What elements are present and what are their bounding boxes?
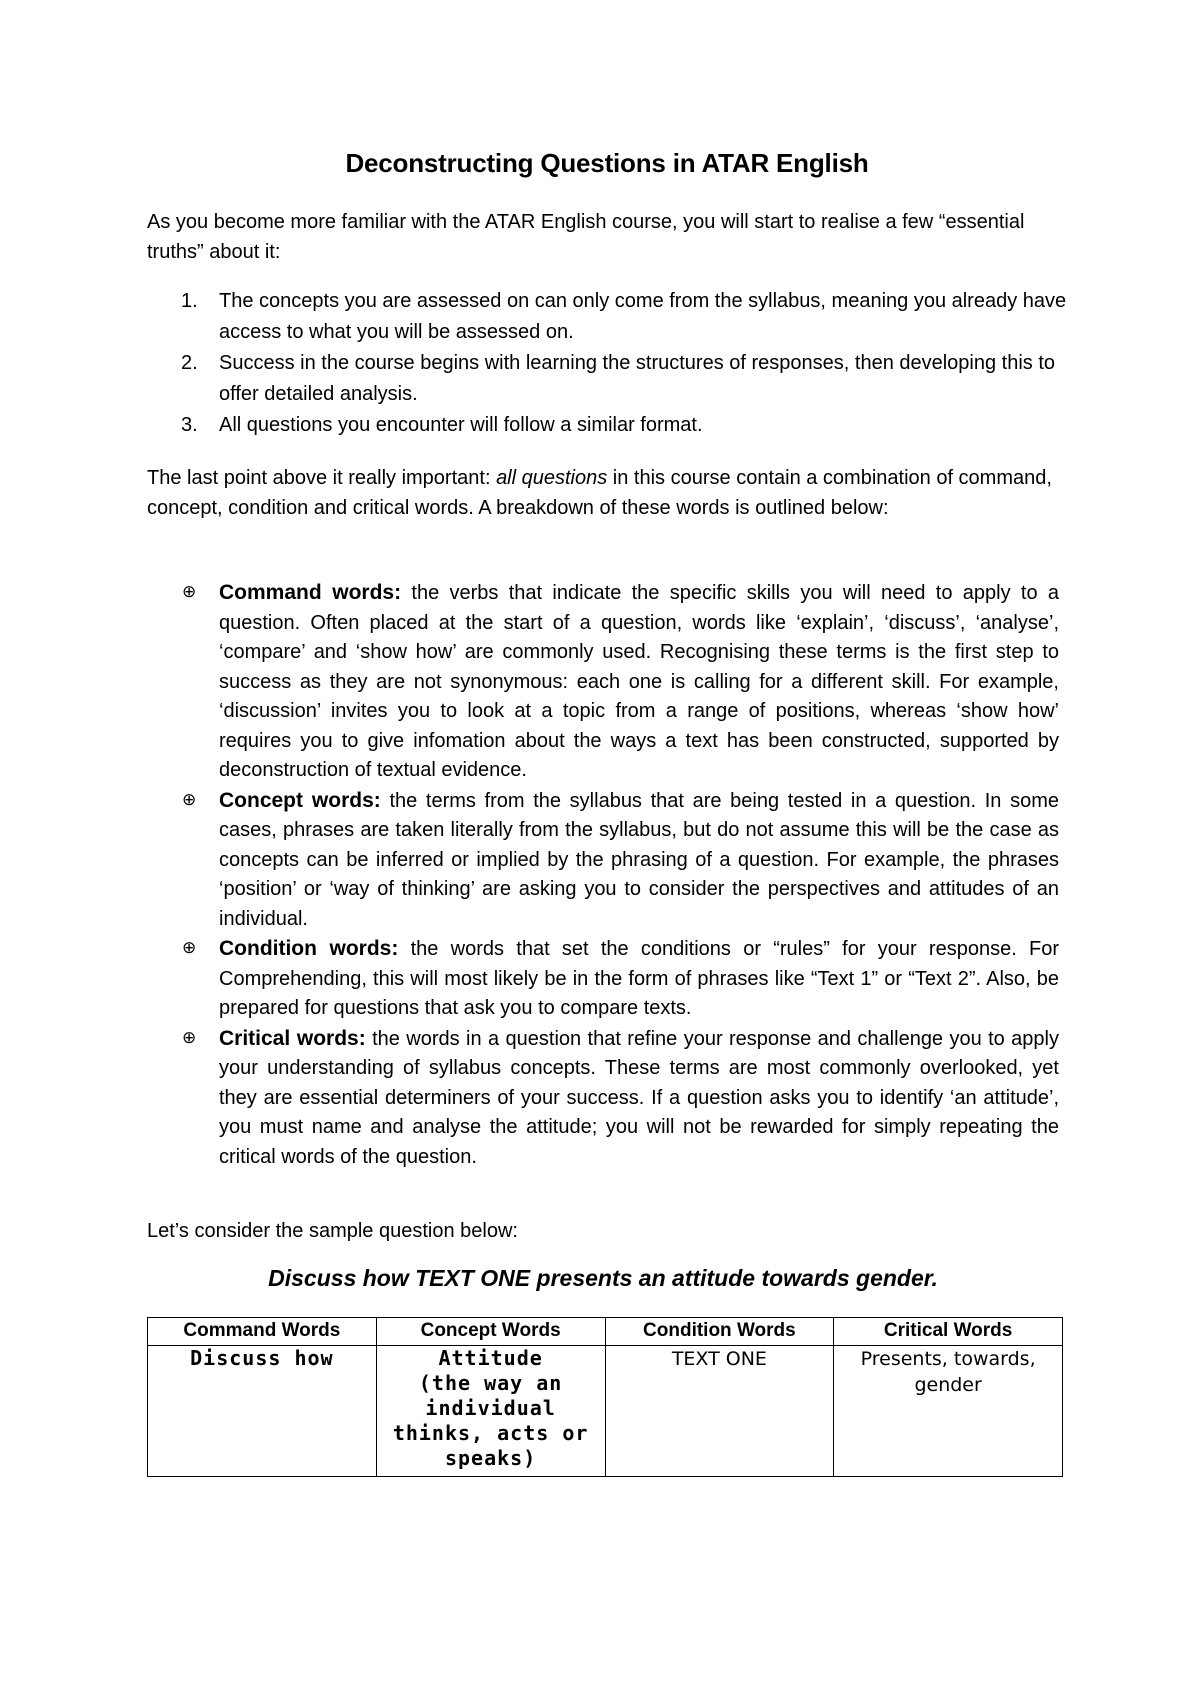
condition-cell	[605, 1346, 834, 1477]
list-item-text: All questions you encounter will follow a similar format.	[219, 414, 703, 436]
term-description: the words in a question that refine your response and challenge you to apply your understanding of syllabus concepts. These terms are most commonly overlooked, yet they are essential determiners of your success. If a question asks you to identify ‘an attitude’, you must name and analyse the attitude; you will not be rewarded for simply repeating the critical words of the question.	[219, 1027, 1059, 1168]
list-item	[147, 410, 1077, 441]
word-types-list	[147, 578, 1059, 1172]
circled-plus-bullet-icon: ⊕	[182, 1027, 197, 1048]
condition-words-value: TEXT ONE	[671, 1348, 767, 1370]
term-description: the verbs that indicate the specific skills you will need to apply to a question. Often placed at the start of a question, words like ‘explain’, ‘discuss’, ‘analyse’, ‘compare’ and ‘show how’ are commonly used. Recognising these terms is the first step to success as they are not synonymous: each one is calling for a different skill. For example, ‘discussion’ invites you to look at a topic from a range of positions, whereas ‘show how’ requires you to give infomation about the ways a text has been constructed, supported by deconstruction of textual evidence.	[219, 582, 1059, 781]
list-item-critical-words	[147, 1024, 1059, 1173]
concept-words-note: (the way an individual thinks, acts or speaks)	[392, 1371, 589, 1470]
critical-cell	[834, 1346, 1063, 1477]
command-cell	[148, 1346, 377, 1477]
list-item	[147, 348, 1077, 410]
term-description: the words that set the conditions or “rules” for your response. For Comprehending, this will most likely be in the form of phrases like “Text 1” or “Text 2”. Also, be prepared for questions that ask you to compare texts.	[219, 938, 1060, 1019]
term-description: the terms from the syllabus that are being tested in a question. In some cases, phrases are taken literally from the syllabus, but do not assume this will be the case as concepts can be inferred or implied by the phrasing of a question. For example, the phrases ‘position’ or ‘way of thinking’ are asking you to consider the perspectives and attitudes of an individual.	[219, 789, 1059, 930]
list-item-condition-words	[147, 934, 1059, 1024]
circled-plus-bullet-icon: ⊕	[182, 789, 197, 810]
list-number: 1.	[181, 290, 198, 312]
list-item-command-words	[147, 578, 1059, 786]
concept-cell	[376, 1346, 605, 1477]
term-label: Condition words:	[219, 937, 399, 960]
term-label: Concept words:	[219, 788, 381, 812]
circled-plus-bullet-icon: ⊕	[182, 582, 197, 602]
list-item-concept-words	[147, 786, 1059, 935]
page-title: Deconstructing Questions in ATAR English	[345, 148, 869, 178]
emphasis-text: all questions	[496, 467, 608, 489]
concept-words-value: Attitude	[438, 1346, 543, 1370]
intro-paragraph: As you become more familiar with the ATAR English course, you will start to realise a few “essential truths” about it:	[147, 211, 1025, 263]
paragraph-text: in this course contain a combination of command, concept, condition and critical words. A breakdown of these words is outlined below:	[147, 467, 1052, 519]
paragraph-text: The last point above it really important:	[147, 467, 497, 489]
list-item-text: Success in the course begins with learning the structures of responses, then developing this to offer detailed analysis.	[219, 352, 1056, 405]
list-number: 3.	[181, 414, 198, 436]
breakdown-paragraph	[147, 463, 1077, 523]
term-label: Command words:	[219, 581, 402, 604]
column-header-concept: Concept Words	[376, 1318, 605, 1346]
question-breakdown-table	[147, 1317, 1063, 1477]
essential-truths-list	[147, 286, 1077, 441]
column-header-condition: Condition Words	[605, 1318, 834, 1346]
circled-plus-bullet-icon: ⊕	[182, 938, 197, 958]
table-row	[148, 1346, 1063, 1477]
term-label: Critical words:	[219, 1026, 366, 1050]
consider-paragraph: Let’s consider the sample question below:	[147, 1220, 518, 1242]
command-words-value: Discuss how	[190, 1346, 334, 1370]
column-header-command: Command Words	[148, 1318, 377, 1346]
list-number: 2.	[181, 352, 198, 374]
sample-question: Discuss how TEXT ONE presents an attitude towards gender.	[268, 1265, 938, 1291]
critical-words-value: Presents, towards, gender	[860, 1348, 1036, 1396]
list-item-text: The concepts you are assessed on can only come from the syllabus, meaning you already have access to what you will be assessed on.	[219, 290, 1067, 343]
list-item	[147, 286, 1077, 348]
column-header-critical: Critical Words	[834, 1318, 1063, 1346]
table-header-row	[148, 1318, 1063, 1346]
